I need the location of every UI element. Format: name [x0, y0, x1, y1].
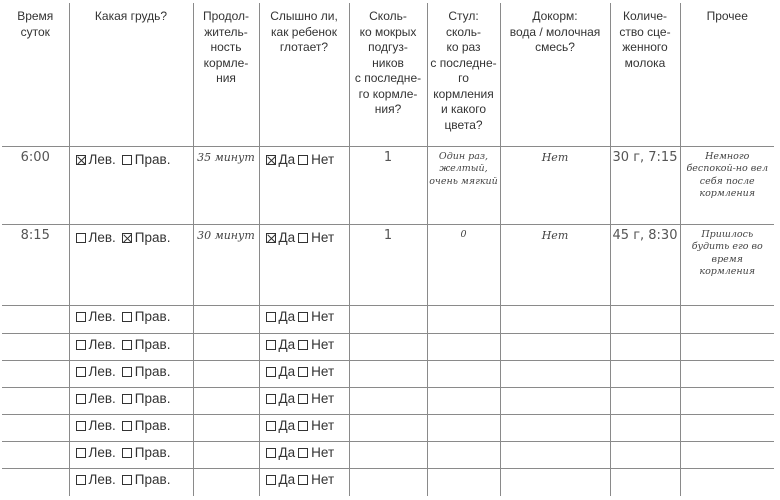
breast-left-checkbox[interactable] — [76, 475, 86, 485]
time-cell[interactable] — [2, 360, 69, 387]
swallow-no-checkbox[interactable] — [298, 394, 308, 404]
breast-right-checkbox[interactable] — [122, 475, 132, 485]
duration-cell — [193, 146, 259, 224]
swallow-cell — [259, 414, 349, 441]
swallow-yes-checkbox[interactable] — [266, 448, 276, 458]
swallow-no-checkbox[interactable] — [298, 475, 308, 485]
notes-cell[interactable] — [680, 333, 774, 360]
stool-cell[interactable] — [427, 306, 500, 333]
swallow-no-checkbox[interactable] — [298, 155, 308, 165]
breast-right-checkbox[interactable] — [122, 312, 132, 322]
breast-right-checkbox[interactable] — [122, 367, 132, 377]
breast-cell — [69, 146, 193, 224]
swallow-yes-label: Да — [278, 229, 296, 245]
wet-diapers-cell[interactable] — [349, 414, 427, 441]
breast-left-label: Лев. — [88, 336, 116, 352]
swallow-cell — [259, 224, 349, 305]
time-cell[interactable] — [2, 333, 69, 360]
stool-cell[interactable] — [427, 360, 500, 387]
swallow-cell — [259, 442, 349, 469]
time-value: 6:00 — [20, 149, 50, 165]
wet-diapers-cell[interactable] — [349, 442, 427, 469]
breast-right-checkbox[interactable] — [122, 340, 132, 350]
breast-left-label: Лев. — [88, 390, 116, 406]
notes-cell[interactable] — [680, 387, 774, 414]
duration-value: 30 минут — [197, 228, 255, 242]
breast-left-label: Лев. — [88, 309, 116, 325]
breast-right-checkbox[interactable] — [122, 233, 132, 243]
breast-right-checkbox[interactable] — [122, 155, 132, 165]
header-time: Время суток — [2, 3, 69, 146]
table-row — [2, 442, 774, 469]
wet-diapers-value: 1 — [383, 227, 393, 243]
table-row — [2, 414, 774, 441]
swallow-yes-checkbox[interactable] — [266, 340, 276, 350]
swallow-cell — [259, 387, 349, 414]
notes-cell — [680, 146, 774, 224]
swallow-no-checkbox[interactable] — [298, 340, 308, 350]
swallow-yes-checkbox[interactable] — [266, 367, 276, 377]
duration-cell[interactable] — [193, 306, 259, 333]
supplement-cell[interactable] — [500, 360, 610, 387]
header-expressed-milk: Количе- ство сце- женного молока — [610, 3, 680, 146]
swallow-yes-label: Да — [278, 472, 296, 488]
expressed-milk-cell[interactable] — [610, 414, 680, 441]
breast-right-label: Прав. — [134, 336, 171, 352]
expressed-milk-cell[interactable] — [610, 469, 680, 496]
swallow-yes-label: Да — [278, 309, 296, 325]
time-cell[interactable] — [2, 414, 69, 441]
swallow-cell — [259, 333, 349, 360]
swallow-no-label: Нет — [311, 472, 335, 488]
swallow-no-checkbox[interactable] — [298, 312, 308, 322]
table-row — [2, 333, 774, 360]
swallow-no-checkbox[interactable] — [298, 367, 308, 377]
breast-right-label: Прав. — [134, 445, 171, 461]
wet-diapers-cell[interactable] — [349, 306, 427, 333]
breast-right-label: Прав. — [134, 309, 171, 325]
breast-left-checkbox[interactable] — [76, 448, 86, 458]
swallow-no-checkbox[interactable] — [298, 421, 308, 431]
breast-left-label: Лев. — [88, 151, 116, 167]
duration-cell — [193, 224, 259, 305]
swallow-yes-label: Да — [278, 336, 296, 352]
notes-cell[interactable] — [680, 469, 774, 496]
duration-cell[interactable] — [193, 469, 259, 496]
swallow-no-checkbox[interactable] — [298, 233, 308, 243]
swallow-yes-checkbox[interactable] — [266, 233, 276, 243]
duration-value: 35 минут — [197, 150, 255, 164]
supplement-cell[interactable] — [500, 306, 610, 333]
stool-value: 0 — [460, 228, 467, 240]
swallow-no-label: Нет — [311, 390, 335, 406]
notes-value: Пришлось будить его во время кормления — [691, 228, 763, 278]
expressed-milk-value: 30 г, 7:15 — [612, 149, 678, 165]
breast-cell — [69, 469, 193, 496]
header-duration: Продол- житель- ность кормле- ния — [193, 3, 259, 146]
header-wet-diapers: Сколь- ко мокрых подгуз- ников с последне- го кормле- ния? — [349, 3, 427, 146]
time-cell[interactable] — [2, 306, 69, 333]
swallow-no-label: Нет — [311, 363, 335, 379]
expressed-milk-cell[interactable] — [610, 360, 680, 387]
swallow-no-label: Нет — [311, 445, 335, 461]
expressed-milk-cell[interactable] — [610, 333, 680, 360]
breast-cell — [69, 414, 193, 441]
stool-cell[interactable] — [427, 387, 500, 414]
header-swallow: Слышно ли, как ребенок глотает? — [259, 3, 349, 146]
table-row — [2, 360, 774, 387]
feeding-log-table — [2, 3, 774, 496]
time-cell[interactable] — [2, 442, 69, 469]
swallow-yes-label: Да — [278, 417, 296, 433]
wet-diapers-cell[interactable] — [349, 387, 427, 414]
expressed-milk-cell[interactable] — [610, 442, 680, 469]
stool-cell — [427, 224, 500, 305]
header-breast: Какая грудь? — [69, 3, 193, 146]
breast-right-checkbox[interactable] — [122, 448, 132, 458]
stool-value: Один раз, желтый, очень мягкий — [429, 150, 498, 187]
swallow-no-label: Нет — [311, 336, 335, 352]
breast-left-label: Лев. — [88, 229, 116, 245]
notes-cell — [680, 224, 774, 305]
breast-right-label: Прав. — [134, 472, 171, 488]
expressed-milk-cell[interactable] — [610, 306, 680, 333]
wet-diapers-cell — [349, 146, 427, 224]
wet-diapers-cell[interactable] — [349, 469, 427, 496]
stool-cell[interactable] — [427, 333, 500, 360]
time-cell — [2, 146, 69, 224]
wet-diapers-cell[interactable] — [349, 360, 427, 387]
breast-left-checkbox[interactable] — [76, 233, 86, 243]
breast-left-label: Лев. — [88, 445, 116, 461]
swallow-no-label: Нет — [311, 417, 335, 433]
duration-cell[interactable] — [193, 360, 259, 387]
supplement-cell — [500, 146, 610, 224]
breast-left-checkbox[interactable] — [76, 367, 86, 377]
breast-left-checkbox[interactable] — [76, 155, 86, 165]
expressed-milk-cell — [610, 146, 680, 224]
table-row — [2, 469, 774, 496]
supplement-cell[interactable] — [500, 442, 610, 469]
breast-right-label: Прав. — [134, 229, 171, 245]
breast-left-label: Лев. — [88, 417, 116, 433]
notes-cell[interactable] — [680, 360, 774, 387]
duration-cell[interactable] — [193, 387, 259, 414]
notes-cell[interactable] — [680, 442, 774, 469]
breast-cell — [69, 387, 193, 414]
swallow-yes-label: Да — [278, 390, 296, 406]
duration-cell[interactable] — [193, 333, 259, 360]
time-cell[interactable] — [2, 469, 69, 496]
swallow-yes-label: Да — [278, 363, 296, 379]
time-cell[interactable] — [2, 387, 69, 414]
swallow-cell — [259, 306, 349, 333]
breast-left-checkbox[interactable] — [76, 421, 86, 431]
expressed-milk-cell — [610, 224, 680, 305]
time-value: 8:15 — [20, 227, 50, 243]
breast-right-label: Прав. — [134, 151, 171, 167]
swallow-cell — [259, 469, 349, 496]
supplement-cell[interactable] — [500, 333, 610, 360]
stool-cell[interactable] — [427, 414, 500, 441]
expressed-milk-cell[interactable] — [610, 387, 680, 414]
supplement-cell — [500, 224, 610, 305]
header-stool: Стул: сколь- ко раз с последне- го кормления и какого цвета? — [427, 3, 500, 146]
swallow-yes-checkbox[interactable] — [266, 475, 276, 485]
breast-cell — [69, 360, 193, 387]
swallow-no-label: Нет — [311, 309, 335, 325]
swallow-no-label: Нет — [311, 229, 335, 245]
wet-diapers-value: 1 — [383, 149, 393, 165]
supplement-value: Нет — [541, 228, 569, 242]
breast-left-checkbox[interactable] — [76, 394, 86, 404]
swallow-yes-label: Да — [278, 445, 296, 461]
expressed-milk-value: 45 г, 8:30 — [612, 227, 678, 243]
duration-cell[interactable] — [193, 442, 259, 469]
supplement-cell[interactable] — [500, 469, 610, 496]
swallow-cell — [259, 146, 349, 224]
table-row — [2, 146, 774, 224]
header-notes: Прочее — [680, 3, 774, 146]
table-row — [2, 224, 774, 305]
supplement-cell[interactable] — [500, 414, 610, 441]
notes-cell[interactable] — [680, 414, 774, 441]
breast-cell — [69, 306, 193, 333]
breast-right-label: Прав. — [134, 390, 171, 406]
table-row — [2, 306, 774, 333]
stool-cell — [427, 146, 500, 224]
breast-left-label: Лев. — [88, 472, 116, 488]
notes-cell[interactable] — [680, 306, 774, 333]
stool-cell[interactable] — [427, 442, 500, 469]
header-supplement: Докорм: вода / молочная смесь? — [500, 3, 610, 146]
header-row — [2, 3, 774, 146]
wet-diapers-cell — [349, 224, 427, 305]
swallow-cell — [259, 360, 349, 387]
breast-left-checkbox[interactable] — [76, 312, 86, 322]
breast-left-checkbox[interactable] — [76, 340, 86, 350]
breast-right-checkbox[interactable] — [122, 421, 132, 431]
breast-right-label: Прав. — [134, 417, 171, 433]
notes-value: Немного беспокой-но вел себя после кормления — [686, 150, 768, 199]
breast-left-label: Лев. — [88, 363, 116, 379]
swallow-yes-checkbox[interactable] — [266, 155, 276, 165]
time-cell — [2, 224, 69, 305]
wet-diapers-cell[interactable] — [349, 333, 427, 360]
breast-cell — [69, 333, 193, 360]
swallow-yes-checkbox[interactable] — [266, 312, 276, 322]
breast-cell — [69, 224, 193, 305]
swallow-yes-checkbox[interactable] — [266, 421, 276, 431]
breast-right-label: Прав. — [134, 363, 171, 379]
swallow-yes-checkbox[interactable] — [266, 394, 276, 404]
swallow-no-checkbox[interactable] — [298, 448, 308, 458]
table-row — [2, 387, 774, 414]
breast-right-checkbox[interactable] — [122, 394, 132, 404]
duration-cell[interactable] — [193, 414, 259, 441]
supplement-cell[interactable] — [500, 387, 610, 414]
swallow-no-label: Нет — [311, 151, 335, 167]
supplement-value: Нет — [541, 150, 569, 164]
breast-cell — [69, 442, 193, 469]
swallow-yes-label: Да — [278, 151, 296, 167]
stool-cell[interactable] — [427, 469, 500, 496]
